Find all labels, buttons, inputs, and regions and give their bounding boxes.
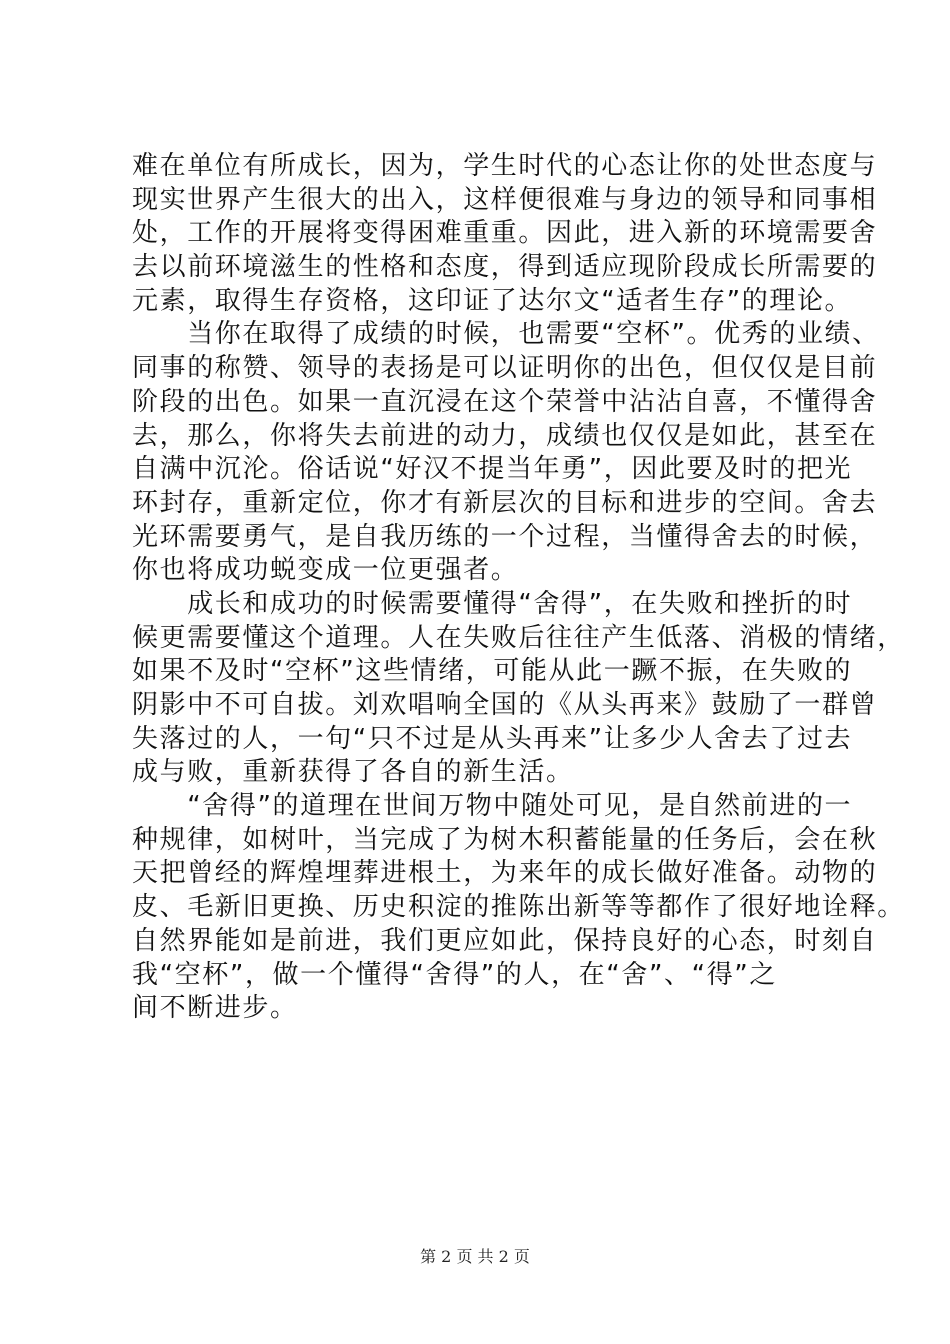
text-line: 自满中沉沦。俗话说“好汉不提当年勇”，因此要及时的把光: [132, 454, 853, 485]
document-body: [132, 150, 905, 1026]
text-line: 去以前环境滋生的性格和态度，得到适应现阶段成长所需要的: [132, 252, 878, 283]
text-line: 元素，取得生存资格，这印证了达尔文“适者生存”的理论。: [132, 285, 853, 316]
text-line: 你也将成功蜕变成一位更强者。: [132, 555, 519, 586]
text-line: 光环需要勇气，是自我历练的一个过程，当懂得舍去的时候，: [132, 521, 878, 552]
text-line: 候更需要懂这个道理。人在失败后往往产生低落、消极的情绪，: [132, 622, 905, 653]
text-line: 种规律，如树叶，当完成了为树木积蓄能量的任务后，会在秋: [132, 824, 878, 855]
text-line: 如果不及时“空杯”这些情绪，可能从此一蹶不振，在失败的: [132, 656, 853, 687]
text-line: 去，那么，你将失去前进的动力，成绩也仅仅是如此，甚至在: [132, 420, 878, 451]
text-line: 自然界能如是前进，我们更应如此，保持良好的心态，时刻自: [132, 925, 878, 956]
text-line: 当你在取得了成绩的时候，也需要“空杯”。优秀的业绩、: [132, 319, 880, 350]
text-line: 失落过的人，一句“只不过是从头再来”让多少人舍去了过去: [132, 723, 853, 754]
text-line: 天把曾经的辉煌埋葬进根土，为来年的成长做好准备。动物的: [132, 858, 878, 889]
text-line: 间不断进步。: [132, 993, 298, 1024]
text-line: 我“空杯”，做一个懂得“舍得”的人，在“舍”、“得”之: [132, 959, 777, 990]
text-line: 皮、毛新旧更换、历史积淀的推陈出新等等都作了很好地诠释。: [132, 892, 905, 923]
page-footer: 第 2 页 共 2 页: [420, 1247, 530, 1266]
text-line: 同事的称赞、领导的表扬是可以证明你的出色，但仅仅是目前: [132, 353, 878, 384]
text-line: 成与败，重新获得了各自的新生活。: [132, 757, 574, 788]
text-line: 阶段的出色。如果一直沉浸在这个荣誉中沾沾自喜，不懂得舍: [132, 386, 878, 417]
text-line: 处，工作的开展将变得困难重重。因此，进入新的环境需要舍: [132, 218, 878, 249]
text-line: 难在单位有所成长，因为，学生时代的心态让你的处世态度与: [132, 151, 878, 181]
text-line: 成长和成功的时候需要懂得“舍得”，在失败和挫折的时: [132, 588, 853, 619]
text-line: 环封存，重新定位，你才有新层次的目标和进步的空间。舍去: [132, 487, 878, 518]
text-line: “舍得”的道理在世间万物中随处可见，是自然前进的一: [132, 791, 853, 822]
text-line: 现实世界产生很大的出入，这样便很难与身边的领导和同事相: [132, 184, 878, 215]
text-line: 阴影中不可自拔。刘欢唱响全国的《从头再来》鼓励了一群曾: [132, 690, 878, 720]
